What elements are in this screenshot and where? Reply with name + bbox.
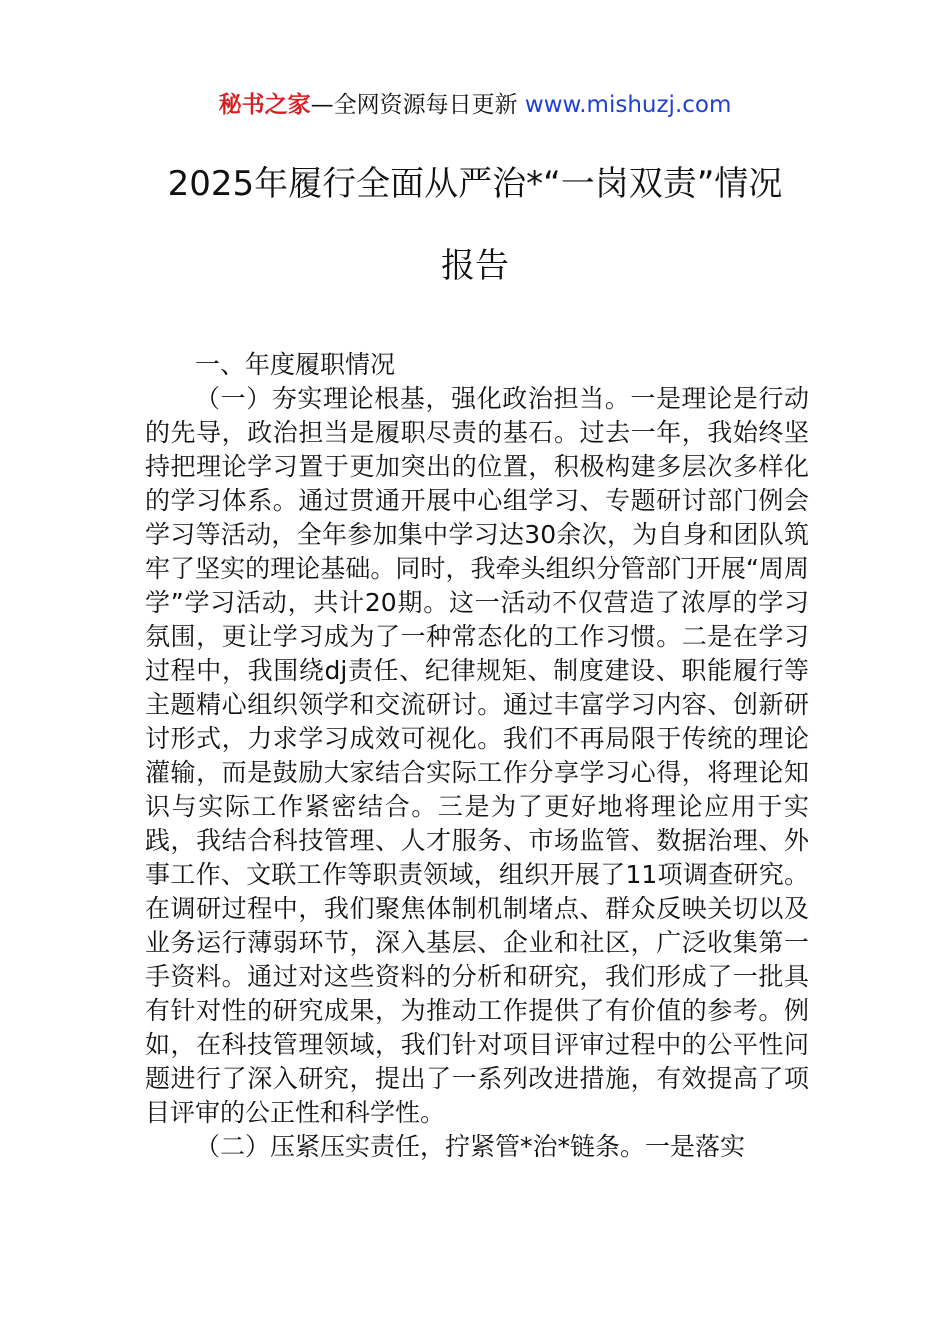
site-url[interactable]: www.mishuzj.com	[524, 92, 732, 118]
document-title	[60, 156, 890, 294]
paragraph-1: （一）夯实理论根基，强化政治担当。一是理论是行动的先导，政治担当是履职尽责的基石。过去一年，我始终坚持把理论学习置于更加突出的位置，积极构建多层次多样化的学习体系。通过贯通开展中心组学习、专题研讨部门例会学习等活动，全年参加集中学习达30余次，为自身和团队筑牢了坚实的理论基础。同时，我牵头组织分管部门开展“周周学”学习活动，共计20期。这一活动不仅营造了浓厚的学习氛围，更让学习成为了一种常态化的工作习惯。二是在学习过程中，我围绕dj责任、纪律规矩、制度建设、职能履行等主题精心组织领学和交流研讨。通过丰富学习内容、创新研讨形式，力求学习成效可视化。我们不再局限于传统的理论灌输，而是鼓励大家结合实际工作分享学习心得，将理论知识与实际工作紧密结合。三是为了更好地将理论应用于实践，我结合科技管理、人才服务、市场监管、数据治理、外事工作、文联工作等职责领域，组织开展了11项调查研究。在调研过程中，我们聚焦体制机制堵点、群众反映关切以及业务运行薄弱环节，深入基层、企业和社区，广泛收集第一手资料。通过对这些资料的分析和研究，我们形成了一批具有针对性的研究成果，为推动工作提供了有价值的参考。例如，在科技管理领域，我们针对项目评审过程中的公平性问题进行了深入研究，提出了一系列改进措施，有效提高了项目评审的公正性和科学性。	[145, 384, 809, 1127]
paragraph-2: （二）压紧压实责任，拧紧管*治*链条。一是落实	[195, 1132, 746, 1161]
title-line-1: 2025年履行全面从严治*“一岗双责”情况	[167, 164, 783, 204]
title-line-2: 报告	[441, 246, 509, 286]
document-body	[145, 348, 809, 1164]
section-heading: 一、年度履职情况	[195, 350, 396, 379]
site-header	[0, 88, 950, 122]
site-slogan: —全网资源每日更新	[310, 92, 525, 118]
site-brand: 秘书之家	[218, 92, 311, 118]
